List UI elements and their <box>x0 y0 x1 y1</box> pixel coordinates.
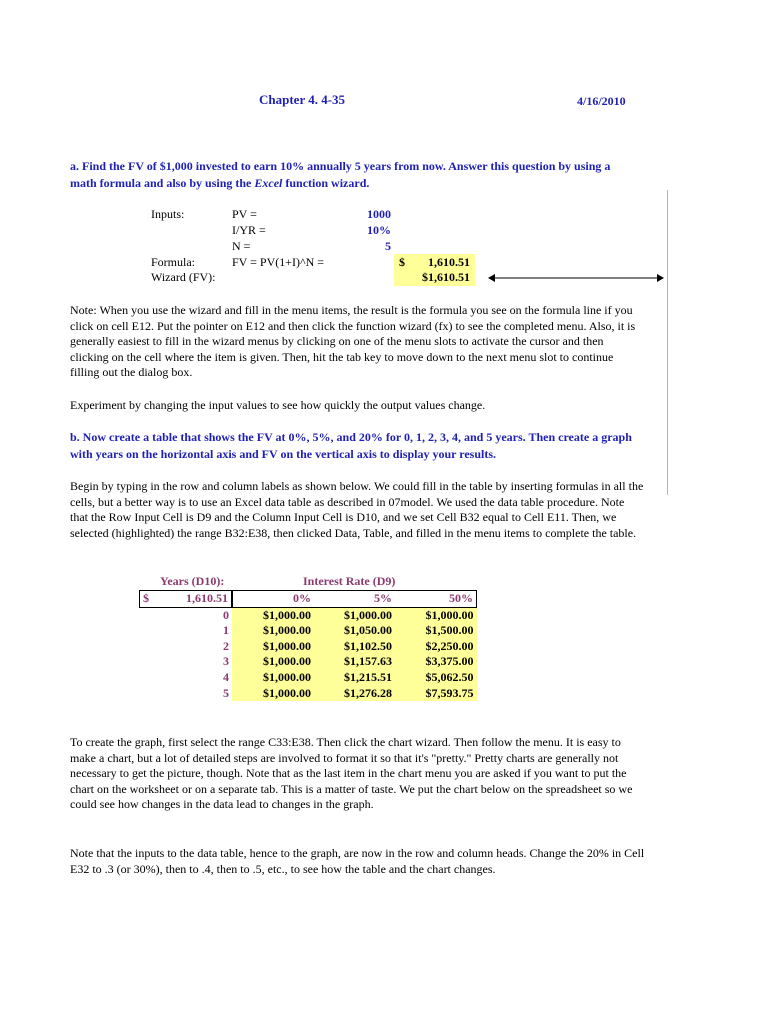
rate-header: 0% <box>232 591 314 608</box>
table-row <box>140 654 477 670</box>
formula-text: FV = PV(1+I)^N = <box>232 255 325 269</box>
value-cell: $1,000.00 <box>395 607 477 623</box>
value-cell: $1,000.00 <box>314 607 395 623</box>
value-cell: $7,593.75 <box>395 686 477 702</box>
years-label: Years (D10): <box>160 574 225 588</box>
value-cell: $2,250.00 <box>395 639 477 655</box>
question-a-text: a. Find the FV of $1,000 invested to earn 10% annually 5 years from now. Answer this question by using a math formula and also by using the <box>70 159 611 190</box>
year-cell: 2 <box>223 638 229 653</box>
rate-header: 50% <box>395 591 477 608</box>
value-cell: $1,215.51 <box>314 670 395 686</box>
value-cell: $1,000.00 <box>232 607 314 623</box>
value-cell: $1,000.00 <box>232 654 314 670</box>
year-cell: 5 <box>223 685 229 700</box>
iyr-value: 10% <box>367 223 391 237</box>
inputs-paragraph: Note that the inputs to the data table, hence to the graph, are now in the row and column heads. Change the 20% in Cell E32 to .3 (or 30%), then to .4, then to .5, etc., to see how the table and the chart changes. <box>70 846 645 876</box>
experiment-paragraph: Experiment by changing the input values to see how quickly the output values change. <box>70 398 486 412</box>
formula-result: 1,610.51 <box>428 255 470 269</box>
rate-label: Interest Rate (D9) <box>303 574 396 588</box>
value-cell: $1,000.00 <box>232 639 314 655</box>
wizard-result: $1,610.51 <box>422 270 470 284</box>
fv-data-table <box>139 590 477 701</box>
table-header-row <box>140 591 477 608</box>
iyr-label: I/YR = <box>232 223 266 237</box>
value-cell: $1,276.28 <box>314 686 395 702</box>
corner-cell <box>140 591 233 608</box>
table-row <box>140 623 477 639</box>
inputs-label: Inputs: <box>151 207 185 221</box>
page-date: 4/16/2010 <box>577 94 626 108</box>
question-b: b. Now create a table that shows the FV at 0%, 5%, and 20% for 0, 1, 2, 3, 4, and 5 years. Then create a graph with years on the horizontal axis and FV on the vertical axis to display your results. <box>70 430 632 461</box>
table-row <box>140 607 477 623</box>
page-title: Chapter 4. 4-35 <box>259 92 346 107</box>
question-a <box>70 158 640 191</box>
value-cell: $1,000.00 <box>232 670 314 686</box>
year-cell: 4 <box>223 669 229 684</box>
table-row <box>140 686 477 702</box>
value-cell: $3,375.00 <box>395 654 477 670</box>
formula-label: Formula: <box>151 255 195 269</box>
value-cell: $5,062.50 <box>395 670 477 686</box>
n-label: N = <box>232 239 251 253</box>
year-cell: 3 <box>223 654 229 669</box>
double-arrow-icon <box>488 271 664 285</box>
value-cell: $1,000.00 <box>232 686 314 702</box>
corner-currency: $ <box>143 591 149 605</box>
question-a-tail: function wizard. <box>282 175 370 190</box>
value-cell: $1,102.50 <box>314 639 395 655</box>
value-cell: $1,157.63 <box>314 654 395 670</box>
margin-rule <box>667 190 668 495</box>
value-cell: $1,500.00 <box>395 623 477 639</box>
table-row <box>140 639 477 655</box>
table-row <box>140 670 477 686</box>
year-cell: 1 <box>223 623 229 638</box>
value-cell: $1,050.00 <box>314 623 395 639</box>
rate-header: 5% <box>314 591 395 608</box>
note-paragraph: Note: When you use the wizard and fill in the menu items, the result is the formula you see on the formula line if you click on cell E12. Put the pointer on E12 and then click the function wizard (fx) to see the completed menu. Also, it is generally easiest to fill in the wizard menus by clicking on one of the menu slots to activate the cursor and then clicking on the cell where the item is given. Then, hit the tab key to move down to the next menu slot to continue filling out the dialog box. <box>70 303 636 379</box>
formula-currency: $ <box>399 255 405 269</box>
pv-label: PV = <box>232 207 257 221</box>
year-cell: 0 <box>223 607 229 622</box>
n-value: 5 <box>385 239 391 253</box>
wizard-label: Wizard (FV): <box>151 270 216 284</box>
question-a-italic: Excel <box>254 175 283 190</box>
pv-value: 1000 <box>367 207 391 221</box>
value-cell: $1,000.00 <box>232 623 314 639</box>
graph-paragraph: To create the graph, first select the range C33:E38. Then click the chart wizard. Then follow the menu. It is easy to make a chart, but a lot of detailed steps are involved to format it so that it's "pretty." Pretty charts are generally not necessary to get the picture, though. Note that as the last item in the chart menu you are asked if you want to put the chart on the worksheet or on a separate tab. This is a matter of taste. We put the chart below on the spreadsheet so we could see how changes in the data lead to changes in the graph. <box>70 735 633 811</box>
table-intro-paragraph: Begin by typing in the row and column labels as shown below. We could fill in the table by inserting formulas in all the cells, but a better way is to use an Excel data table as described in 07model. We used the data table procedure. Note that the Row Input Cell is D9 and the Column Input Cell is D10, and we set Cell B32 equal to Cell E11. Then, we selected (highlighted) the range B32:E38, then clicked Data, Table, and filled in the menu items to complete the table. <box>70 479 644 540</box>
corner-value: 1,610.51 <box>186 591 228 605</box>
